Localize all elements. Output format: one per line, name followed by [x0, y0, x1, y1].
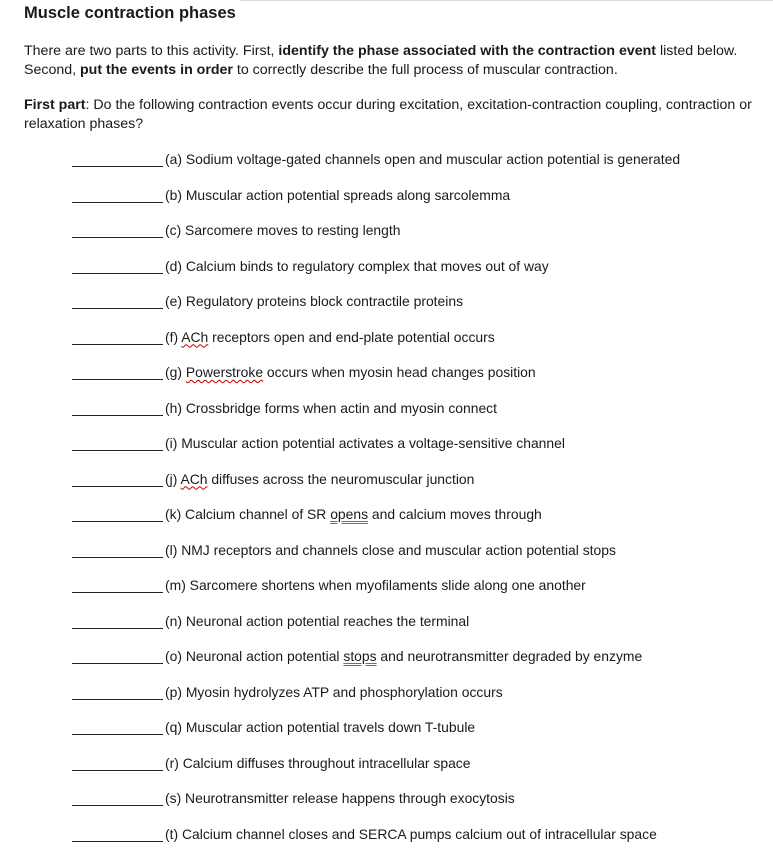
- answer-blank[interactable]: [72, 841, 163, 842]
- event-row: [72, 825, 762, 860]
- event-text-part: (p) Myosin hydrolyzes ATP and phosphorylation occurs: [165, 684, 503, 700]
- document-body: [24, 2, 754, 134]
- event-row: [72, 150, 762, 186]
- event-text-part: (e) Regulatory proteins block contractile proteins: [165, 293, 463, 309]
- answer-blank[interactable]: [72, 557, 163, 558]
- event-text-part: (q) Muscular action potential travels down T-tubule: [165, 719, 475, 735]
- intro-text-1: There are two parts to this activity. First,: [24, 43, 278, 59]
- event-text-part: diffuses across the neuromuscular junction: [207, 471, 474, 487]
- page-title: Muscle contraction phases: [24, 2, 754, 24]
- event-text: [165, 434, 565, 453]
- event-row: [72, 186, 762, 222]
- intro-text-2: listed below. Second,: [24, 43, 737, 78]
- event-list: [72, 150, 762, 860]
- event-text: [165, 257, 549, 276]
- event-text: [165, 399, 497, 418]
- event-text: [165, 150, 680, 169]
- answer-blank[interactable]: [72, 344, 163, 345]
- event-text: [165, 754, 470, 773]
- event-text: [165, 612, 469, 631]
- event-text-part: (o) Neuronal action potential: [165, 648, 343, 664]
- event-text: [165, 718, 475, 737]
- event-text: [165, 292, 463, 311]
- event-text: [165, 789, 515, 808]
- answer-blank[interactable]: [72, 663, 163, 664]
- event-text-part: (r) Calcium diffuses throughout intracellular space: [165, 755, 470, 771]
- intro-paragraph: [24, 42, 754, 80]
- event-text: [165, 221, 400, 240]
- event-row: [72, 576, 762, 612]
- answer-blank[interactable]: [72, 237, 163, 238]
- event-row: [72, 647, 762, 683]
- event-text: [165, 683, 503, 702]
- event-text: [165, 541, 616, 560]
- event-text-part: (g): [165, 364, 186, 380]
- event-text: [165, 505, 542, 524]
- event-text: [165, 363, 536, 382]
- event-text-part: (h) Crossbridge forms when actin and myosin connect: [165, 400, 497, 416]
- event-text: [165, 647, 642, 666]
- answer-blank[interactable]: [72, 202, 163, 203]
- answer-blank[interactable]: [72, 415, 163, 416]
- event-text: [165, 825, 657, 844]
- intro-text-3: to correctly describe the full process of muscular contraction.: [233, 62, 618, 78]
- answer-blank[interactable]: [72, 308, 163, 309]
- answer-blank[interactable]: [72, 379, 163, 380]
- grammar-flagged-word: stops: [343, 648, 376, 664]
- event-text-part: (a) Sodium voltage-gated channels open and muscular action potential is generated: [165, 151, 680, 167]
- event-row: [72, 505, 762, 541]
- event-text-part: (t) Calcium channel closes and SERCA pumps calcium out of intracellular space: [165, 826, 657, 842]
- answer-blank[interactable]: [72, 592, 163, 593]
- answer-blank[interactable]: [72, 486, 163, 487]
- event-text-part: (i) Muscular action potential activates a voltage-sensitive channel: [165, 435, 565, 451]
- event-row: [72, 257, 762, 293]
- answer-blank[interactable]: [72, 734, 163, 735]
- event-row: [72, 470, 762, 506]
- event-row: [72, 328, 762, 364]
- event-text-part: receptors open and end-plate potential occurs: [208, 329, 495, 345]
- event-row: [72, 612, 762, 648]
- event-text-part: (j): [165, 471, 180, 487]
- answer-blank[interactable]: [72, 450, 163, 451]
- event-text-part: (f): [165, 329, 181, 345]
- event-row: [72, 399, 762, 435]
- event-text: [165, 470, 474, 489]
- first-part-label: First part: [24, 97, 86, 113]
- intro-bold-2: put the events in order: [80, 62, 233, 78]
- intro-bold-1: identify the phase associated with the contraction event: [278, 43, 656, 59]
- event-row: [72, 718, 762, 754]
- event-text-part: (b) Muscular action potential spreads along sarcolemma: [165, 187, 510, 203]
- first-part-text: : Do the following contraction events occur during excitation, excitation-contraction coupling, contraction or relaxation phases?: [24, 97, 752, 132]
- event-text-part: (c) Sarcomere moves to resting length: [165, 222, 400, 238]
- answer-blank[interactable]: [72, 273, 163, 274]
- answer-blank[interactable]: [72, 628, 163, 629]
- event-row: [72, 221, 762, 257]
- event-text-part: (l) NMJ receptors and channels close and muscular action potential stops: [165, 542, 616, 558]
- event-row: [72, 292, 762, 328]
- event-text-part: (m) Sarcomere shortens when myofilaments slide along one another: [165, 577, 586, 593]
- grammar-flagged-word: opens: [330, 506, 368, 522]
- event-text-part: (n) Neuronal action potential reaches the terminal: [165, 613, 469, 629]
- event-text: [165, 328, 495, 347]
- answer-blank[interactable]: [72, 699, 163, 700]
- event-text-part: (k) Calcium channel of SR: [165, 506, 330, 522]
- event-text-part: (d) Calcium binds to regulatory complex that moves out of way: [165, 258, 549, 274]
- event-row: [72, 363, 762, 399]
- answer-blank[interactable]: [72, 805, 163, 806]
- event-text-part: and calcium moves through: [368, 506, 542, 522]
- answer-blank[interactable]: [72, 166, 163, 167]
- event-row: [72, 683, 762, 719]
- event-row: [72, 541, 762, 577]
- event-text-part: (s) Neurotransmitter release happens through exocytosis: [165, 790, 515, 806]
- event-row: [72, 754, 762, 790]
- event-text-part: and neurotransmitter degraded by enzyme: [377, 648, 643, 664]
- event-row: [72, 434, 762, 470]
- spellcheck-flagged-word: Powerstroke: [186, 364, 263, 380]
- spellcheck-flagged-word: ACh: [181, 329, 208, 345]
- answer-blank[interactable]: [72, 770, 163, 771]
- event-text-part: occurs when myosin head changes position: [263, 364, 536, 380]
- event-text: [165, 576, 586, 595]
- spellcheck-flagged-word: ACh: [180, 471, 207, 487]
- answer-blank[interactable]: [72, 521, 163, 522]
- event-text: [165, 186, 510, 205]
- event-row: [72, 789, 762, 825]
- first-part-question: [24, 96, 754, 134]
